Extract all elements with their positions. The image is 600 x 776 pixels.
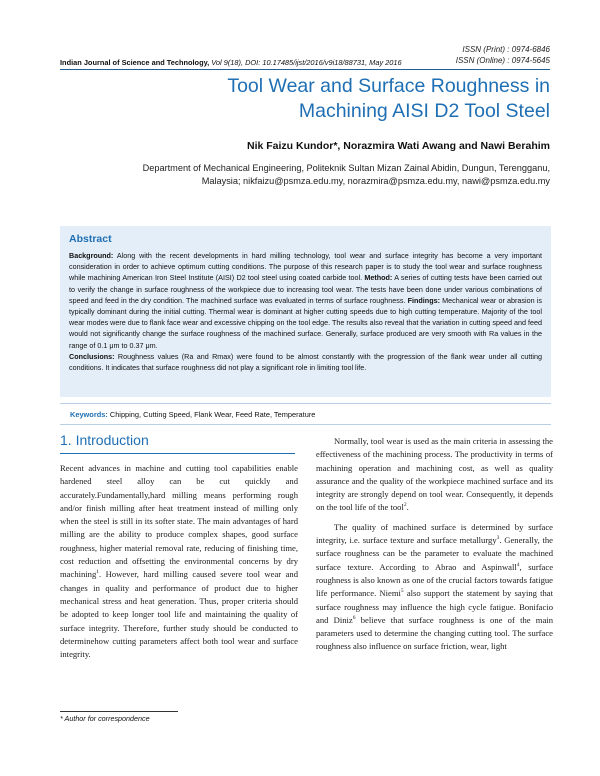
intro-paragraph-3	[316, 521, 553, 654]
intro-p3-d: also support the statement by saying that surface roughness may influence the high cycle fatigue. Bonifacio and Diniz	[316, 588, 554, 625]
abstract-findings-text: Mechanical wear or abrasion is typically dominant during the initial cutting. Thermal wear is dominant at higher cutting speeds due to high cutting temperature. Majority of the tool wear modes were due to flank face wear and excessive chipping on the tool edge. The results also reveal that the variation in cutting speed and feed would not significantly change the surface roughness of the machined surface. Generally, surface produced are very smooth with Ra values in the range of 0.1 μm to 0.37 μm.	[69, 295, 542, 350]
abstract-heading: Abstract	[69, 233, 112, 245]
header-divider	[60, 69, 550, 70]
body-column-left	[60, 462, 298, 661]
keywords-top-rule	[60, 403, 551, 404]
intro-p3-a: The quality of machined surface is determined by surface integrity, i.e. surface texture and surface metallurgy	[316, 521, 553, 546]
footnote-rule	[60, 711, 178, 712]
intro-p2-end: .	[406, 502, 409, 513]
abstract-conclusions-text: Roughness values (Ra and Rmax) were found to be almost constantly with the progression of the flank wear under all cutting conditions. It indicates that surface roughness did not play a significant role in limiting tool life.	[69, 351, 542, 373]
paper-authors: Nik Faizu Kundor*, Norazmira Wati Awang and Nawi Berahim	[247, 140, 550, 152]
journal-name: Indian Journal of Science and Technology,	[60, 58, 210, 67]
paper-title-line-1: Tool Wear and Surface Roughness in	[227, 75, 550, 97]
keywords-bottom-rule	[60, 424, 551, 425]
body-column-right	[316, 435, 553, 654]
abstract-paragraph	[69, 250, 542, 351]
keywords-label: Keywords:	[70, 410, 108, 419]
issn-print: ISSN (Print) : 0974-6846	[462, 45, 550, 54]
affiliation-line-2: Malaysia; nikfaizu@psmza.edu.my, norazmira@psmza.edu.my, nawi@psmza.edu.my	[201, 176, 550, 186]
citation-ref-4: 4	[516, 561, 520, 568]
section-heading-rule	[60, 453, 295, 454]
citation-ref-6: 6	[352, 615, 356, 621]
intro-p3-e: believe that surface roughness is one of the main parameters used to determine the changing cutting tool. The surface roughness also influence on surface friction, wear, light	[316, 614, 553, 652]
intro-paragraph-1	[60, 462, 298, 661]
intro-paragraph-2	[316, 435, 553, 515]
abstract-box	[60, 226, 551, 397]
intro-p2-text: Normally, tool wear is used as the main criteria in assessing the effectiveness of the machining process. The productivity in terms of machining operation and machining cost, as well as quality assurance and the quality of the workpiece machined surface and its integrity are strongly depend on tool wear. Consequently, it depends on the tool life of the tool	[316, 436, 553, 513]
issn-block	[456, 44, 550, 66]
abstract-background-text: Along with the recent developments in hard milling technology, tool wear and surface integrity has become a very important consideration in order to achieve optimum cutting conditions. The purpose of this research paper is to study the tool wear and surface roughness while machining American Iron Steel Institute (AISI) D2 tool steel using coated carbide tool.	[69, 251, 542, 283]
citation-ref-1: 1	[96, 569, 100, 576]
abstract-background-label: Background:	[69, 251, 114, 260]
keywords-text: Chipping, Cutting Speed, Flank Wear, Feed Rate, Temperature	[109, 410, 316, 419]
keywords-line	[70, 410, 315, 419]
abstract-conclusions-label: Conclusions:	[69, 351, 115, 361]
journal-citation	[60, 58, 402, 67]
section-heading-introduction: 1. Introduction	[60, 432, 149, 448]
citation-ref-2: 2	[403, 502, 407, 509]
affiliation-line-1: Department of Mechanical Engineering, Politeknik Sultan Mizan Zainal Abidin, Dungun, Terengganu,	[142, 163, 550, 173]
intro-p3-b: . Generally, the surface roughness can be the parameter to evaluate the machined surface texture. According to Abrao and Aspinwall	[316, 535, 553, 572]
intro-p3-c: , surface roughness is also known as one of the crucial factors towards fatigue life performance. Niemi	[316, 561, 554, 599]
citation-ref-5: 5	[400, 588, 404, 595]
issn-online: ISSN (Online) : 0974-5645	[455, 56, 550, 65]
intro-p1-rest: . However, hard milling caused severe tool wear and changes in quality and performance of product due to higher mechanical stress and heat generation. Thus, proper criteria should be adopted to keep longer tool life and maintaining the quality of surface integrity. Therefore, further study should be conducted to determinehow cutting parameters affect both tool wear and surface integrity.	[60, 569, 298, 660]
paper-title-line-2: Machining AISI D2 Tool Steel	[298, 100, 550, 122]
footnote-correspondence: * Author for correspondence	[60, 714, 150, 723]
paper-title	[130, 74, 550, 124]
abstract-method-label: Method:	[364, 273, 393, 283]
abstract-method-text: A series of cutting tests have been carried out to verify the change in surface roughness of the workpiece due to increasing tool wear. The tests have been done under various combinations of speed and feed in the dry condition. The machined surface was evaluated in terms of surface roughness.	[69, 273, 542, 305]
intro-p1-text: Recent advances in machine and cutting tool capabilities enable hardened steel alloy can be cut quickly and accurately.Fundamentally,hard milling means performing rough and/or finish milling after heat treatment instead of milling only when the steel is still in its softer state. The main advantages of hard milling are the ability to produce complex shapes, good surface roughness, higher material removal rate, reducing of finishing time, cost reduction and offsetting the environmental concerns by dry machining	[60, 463, 298, 580]
abstract-conclusions	[69, 351, 542, 373]
citation-ref-3: 3	[496, 535, 500, 542]
journal-details: Vol 9(18), DOI: 10.17485/ijst/2016/v9i18/88731, May 2016	[211, 58, 402, 67]
abstract-body	[69, 250, 542, 373]
abstract-findings-label: Findings:	[407, 295, 440, 305]
paper-affiliation	[80, 162, 550, 188]
